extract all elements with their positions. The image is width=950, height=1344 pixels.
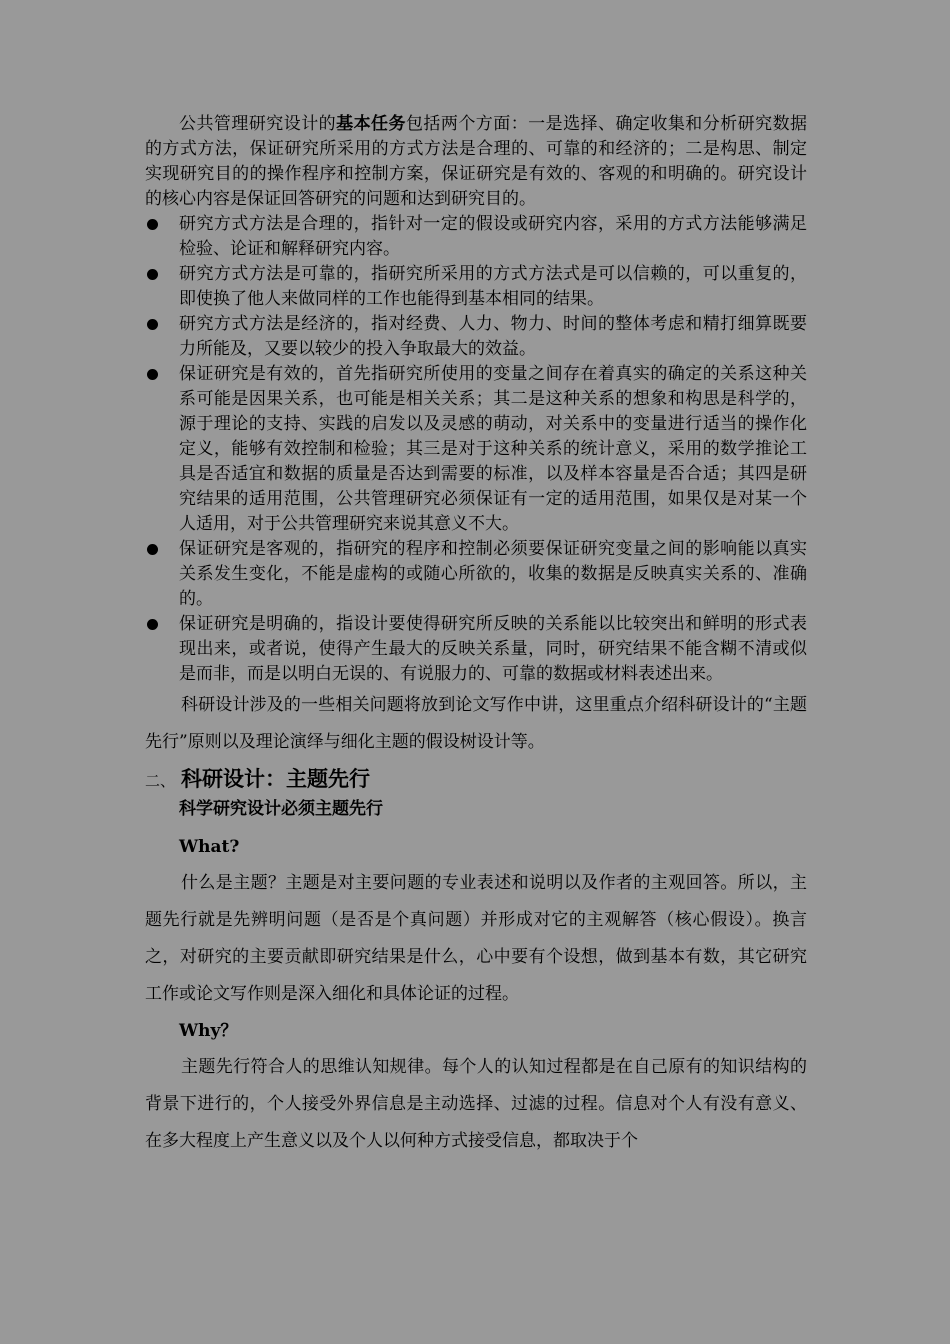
section-subtitle: 科学研究设计必须主题先行 — [179, 799, 383, 819]
list-item — [145, 537, 807, 612]
transition-paragraph: 科研设计涉及的一些相关问题将放到论文写作中讲，这里重点介绍科研设计的“主题先行”原则以及理论演绎与细化主题的假设树设计等。 — [145, 695, 807, 752]
bullet-icon — [147, 269, 158, 280]
bullet-icon — [147, 369, 158, 380]
list-item — [145, 362, 807, 537]
bullet-icon — [147, 619, 158, 630]
what-heading: What? — [179, 837, 240, 857]
why-paragraph: 主题先行符合人的思维认知规律。每个人的认知过程都是在自己原有的知识结构的背景下进行的，个人接受外界信息是主动选择、过滤的过程。信息对个人有没有意义、在多大程度上产生意义以及个人以何种方式接受信息，都取决于个 — [145, 1057, 807, 1151]
list-item — [145, 312, 807, 362]
intro-bold-term: 基本任务 — [336, 114, 406, 134]
section-number: 二、 — [145, 772, 176, 790]
list-item-text: 研究方式方法是经济的，指对经费、人力、物力、时间的整体考虑和精打细算既要力所能及，又要以较少的投入争取最大的效益。 — [179, 314, 807, 359]
bullet-list — [145, 212, 807, 687]
list-item — [145, 262, 807, 312]
intro-prefix: 公共管理研究设计的 — [179, 114, 337, 134]
list-item-text: 研究方式方法是可靠的，指研究所采用的方式方法式是可以信赖的，可以重复的，即使换了他人来做同样的工作也能得到基本相同的结果。 — [179, 264, 807, 309]
list-item-text: 保证研究是明确的，指设计要使得研究所反映的关系能以比较突出和鲜明的形式表现出来，或者说，使得产生最大的反映关系量，同时，研究结果不能含糊不清或似是而非，而是以明白无误的、有说服力的、可靠的数据或材料表述出来。 — [179, 614, 807, 684]
why-heading: Why？ — [179, 1021, 238, 1041]
what-paragraph: 什么是主题？主题是对主要问题的专业表述和说明以及作者的主观回答。所以，主题先行就是先辨明问题（是否是个真问题）并形成对它的主观解答（核心假设）。换言之，对研究的主要贡献即研究结果是什么，心中要有个设想，做到基本有数，其它研究工作或论文写作则是深入细化和具体论证的过程。 — [145, 873, 807, 1004]
bullet-icon — [147, 544, 158, 555]
list-item-text: 保证研究是客观的，指研究的程序和控制必须要保证研究变量之间的影响能以真实关系发生变化，不能是虚构的或随心所欲的，收集的数据是反映真实关系的、准确的。 — [179, 539, 807, 609]
list-item-text: 保证研究是有效的，首先指研究所使用的变量之间存在着真实的确定的关系这种关系可能是因果关系，也可能是相关关系；其二是这种关系的想象和构思是科学的，源于理论的支持、实践的启发以及灵感的萌动，对关系中的变量进行适当的操作化定义，能够有效控制和检验；其三是对于这种关系的统计意义，采用的数学推论工具是否适宜和数据的质量是否达到需要的标准，以及样本容量是否合适；其四是研究结果的适用范围，公共管理研究必须保证有一定的适用范围，如果仅是对某一个人适用，对于公共管理研究来说其意义不大。 — [179, 364, 807, 534]
list-item — [145, 212, 807, 262]
bullet-icon — [147, 219, 158, 230]
section-heading — [145, 767, 807, 797]
section-title: 科研设计：主题先行 — [181, 767, 370, 791]
intro-paragraph — [145, 112, 807, 212]
list-item-text: 研究方式方法是合理的，指针对一定的假设或研究内容，采用的方式方法能够满足检验、论证和解释研究内容。 — [179, 214, 807, 259]
bullet-icon — [147, 319, 158, 330]
intro-rest: 包括两个方面：一是选择、确定收集和分析研究数据的方式方法，保证研究所采用的方式方法是合理的、可靠的和经济的；二是构思、制定实现研究目的的操作程序和控制方案，保证研究是有效的、客观的和明确的。研究设计的核心内容是保证回答研究的问题和达到研究目的。 — [145, 114, 808, 209]
document-body — [145, 112, 807, 1160]
list-item — [145, 612, 807, 687]
